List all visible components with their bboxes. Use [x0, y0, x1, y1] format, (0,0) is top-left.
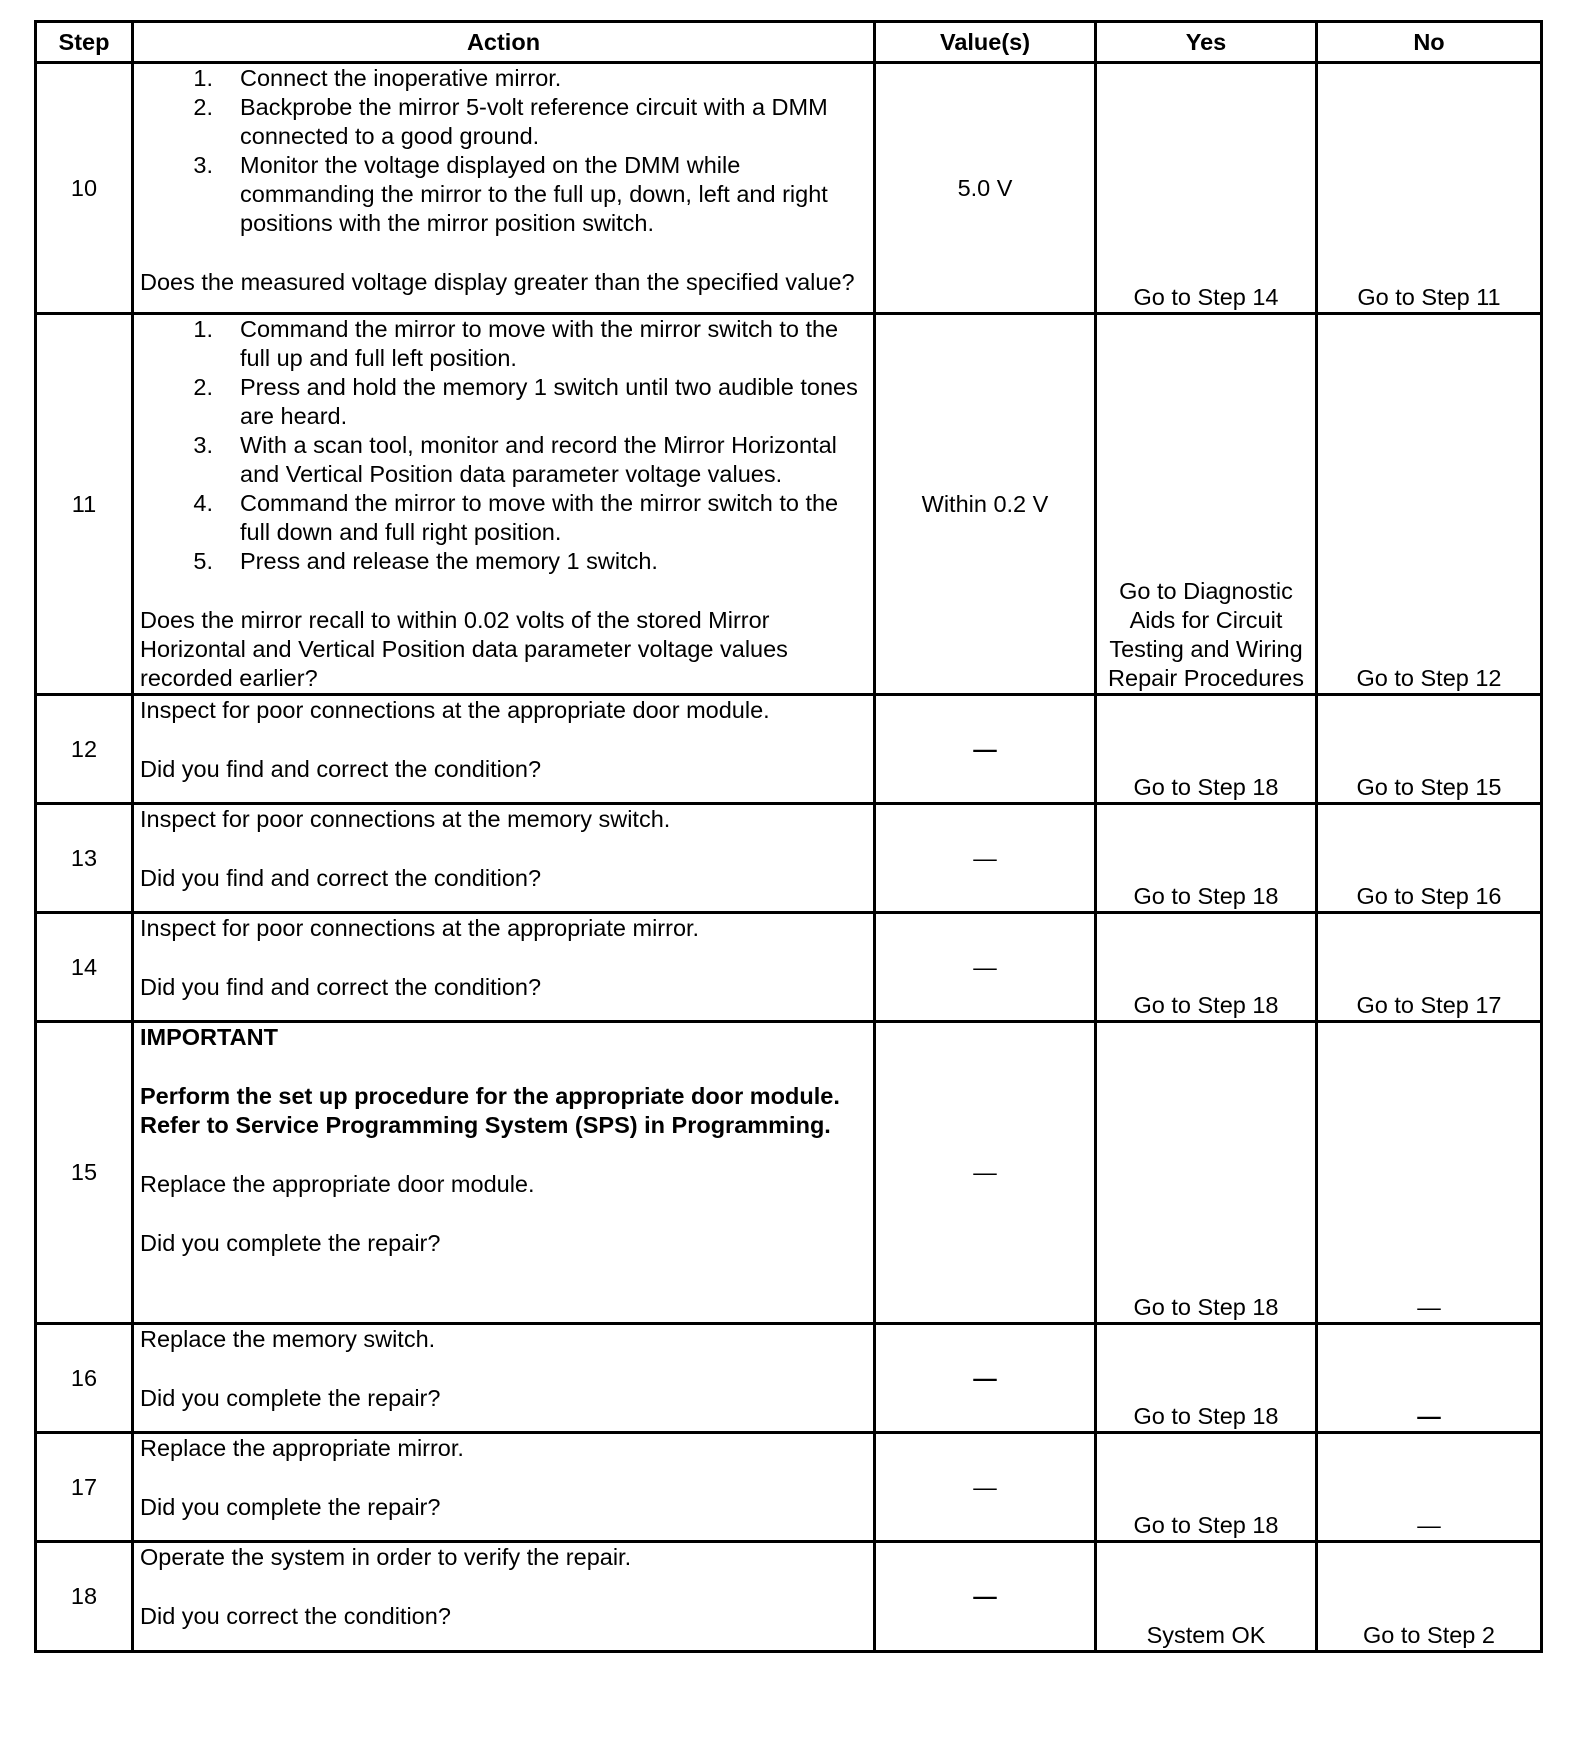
list-item: 4. Command the mirror to move with the mirror switch to the full down and full right position. [193, 490, 839, 545]
question-text: Did you correct the condition? [140, 1603, 451, 1629]
table-row [36, 1022, 1542, 1324]
table-row [36, 913, 1542, 1022]
value-cell: — [875, 1542, 1096, 1652]
value-cell: Within 0.2 V [875, 314, 1096, 695]
value-cell: — [875, 1324, 1096, 1433]
table-row [36, 1324, 1542, 1433]
question-text: Did you complete the repair? [140, 1230, 441, 1256]
no-cell: — [1317, 1433, 1542, 1542]
action-cell [133, 804, 875, 913]
instruction-text: Inspect for poor connections at the appropriate mirror. [140, 915, 700, 941]
step-number: 15 [36, 1022, 133, 1324]
step-number: 12 [36, 695, 133, 804]
procedure-list [140, 315, 867, 576]
no-cell: — [1317, 1022, 1542, 1324]
step-number: 18 [36, 1542, 133, 1652]
value-cell: — [875, 804, 1096, 913]
header-no: No [1317, 22, 1542, 63]
question-text: Did you find and correct the condition? [140, 974, 542, 1000]
question-text: Did you find and correct the condition? [140, 756, 542, 782]
list-item: 3. With a scan tool, monitor and record the Mirror Horizontal and Vertical Position data parameter voltage values. [193, 432, 837, 487]
list-item: 1. Command the mirror to move with the mirror switch to the full up and full left position. [193, 316, 839, 371]
list-item: 2. Press and hold the memory 1 switch until two audible tones are heard. [193, 374, 858, 429]
value-cell: 5.0 V [875, 63, 1096, 314]
list-item: 2. Backprobe the mirror 5-volt reference circuit with a DMM connected to a good ground. [193, 94, 828, 149]
instruction-text: Inspect for poor connections at the memory switch. [140, 806, 671, 832]
value-cell: — [875, 913, 1096, 1022]
no-cell: Go to Step 15 [1317, 695, 1542, 804]
step-number: 16 [36, 1324, 133, 1433]
action-cell [133, 1542, 875, 1652]
table-row [36, 804, 1542, 913]
instruction-text: Operate the system in order to verify the repair. [140, 1544, 632, 1570]
action-cell [133, 1433, 875, 1542]
list-item: 1. Connect the inoperative mirror. [193, 65, 562, 91]
important-text: Perform the set up procedure for the appropriate door module. Refer to Service Programming System (SPS) in Programming. [140, 1083, 840, 1138]
step-number: 17 [36, 1433, 133, 1542]
header-values: Value(s) [875, 22, 1096, 63]
yes-cell: Go to Step 14 [1096, 63, 1317, 314]
header-row [36, 22, 1542, 63]
important-heading: IMPORTANT [140, 1024, 278, 1050]
table-row [36, 314, 1542, 695]
action-cell [133, 913, 875, 1022]
table-row [36, 695, 1542, 804]
action-cell [133, 695, 875, 804]
yes-cell: Go to Step 18 [1096, 1022, 1317, 1324]
yes-cell: Go to Step 18 [1096, 804, 1317, 913]
header-step: Step [36, 22, 133, 63]
header-action: Action [133, 22, 875, 63]
table-row [36, 63, 1542, 314]
yes-cell: System OK [1096, 1542, 1317, 1652]
question-text: Did you complete the repair? [140, 1385, 441, 1411]
no-cell: Go to Step 12 [1317, 314, 1542, 695]
question-text: Did you find and correct the condition? [140, 865, 542, 891]
no-cell: Go to Step 2 [1317, 1542, 1542, 1652]
action-cell [133, 314, 875, 695]
instruction-text: Replace the appropriate door module. [140, 1171, 535, 1197]
action-cell [133, 63, 875, 314]
value-cell: — [875, 1022, 1096, 1324]
no-cell: Go to Step 11 [1317, 63, 1542, 314]
list-item: 3. Monitor the voltage displayed on the DMM while commanding the mirror to the full up, down, left and right positions with the mirror position switch. [193, 152, 828, 236]
table-row [36, 1542, 1542, 1652]
no-cell: Go to Step 16 [1317, 804, 1542, 913]
question-text: Did you complete the repair? [140, 1494, 441, 1520]
instruction-text: Replace the appropriate mirror. [140, 1435, 464, 1461]
instruction-text: Inspect for poor connections at the appropriate door module. [140, 697, 770, 723]
value-cell: — [875, 1433, 1096, 1542]
header-yes: Yes [1096, 22, 1317, 63]
procedure-list [140, 64, 867, 238]
yes-cell: Go to Step 18 [1096, 1324, 1317, 1433]
diagnostic-table [34, 20, 1543, 1653]
step-number: 11 [36, 314, 133, 695]
instruction-text: Replace the memory switch. [140, 1326, 436, 1352]
no-cell: — [1317, 1324, 1542, 1433]
step-number: 14 [36, 913, 133, 1022]
action-cell [133, 1324, 875, 1433]
no-cell: Go to Step 17 [1317, 913, 1542, 1022]
yes-cell: Go to Step 18 [1096, 695, 1317, 804]
step-number: 10 [36, 63, 133, 314]
yes-cell: Go to Step 18 [1096, 1433, 1317, 1542]
action-cell [133, 1022, 875, 1324]
question-text: Does the mirror recall to within 0.02 volts of the stored Mirror Horizontal and Vertical Position data parameter voltage values recorded earlier? [140, 607, 788, 691]
table-row [36, 1433, 1542, 1542]
yes-cell: Go to Step 18 [1096, 913, 1317, 1022]
step-number: 13 [36, 804, 133, 913]
question-text: Does the measured voltage display greater than the specified value? [140, 269, 855, 295]
value-cell: — [875, 695, 1096, 804]
list-item: 5. Press and release the memory 1 switch. [193, 548, 658, 574]
yes-cell: Go to Diagnostic Aids for Circuit Testing and Wiring Repair Procedures [1096, 314, 1317, 695]
